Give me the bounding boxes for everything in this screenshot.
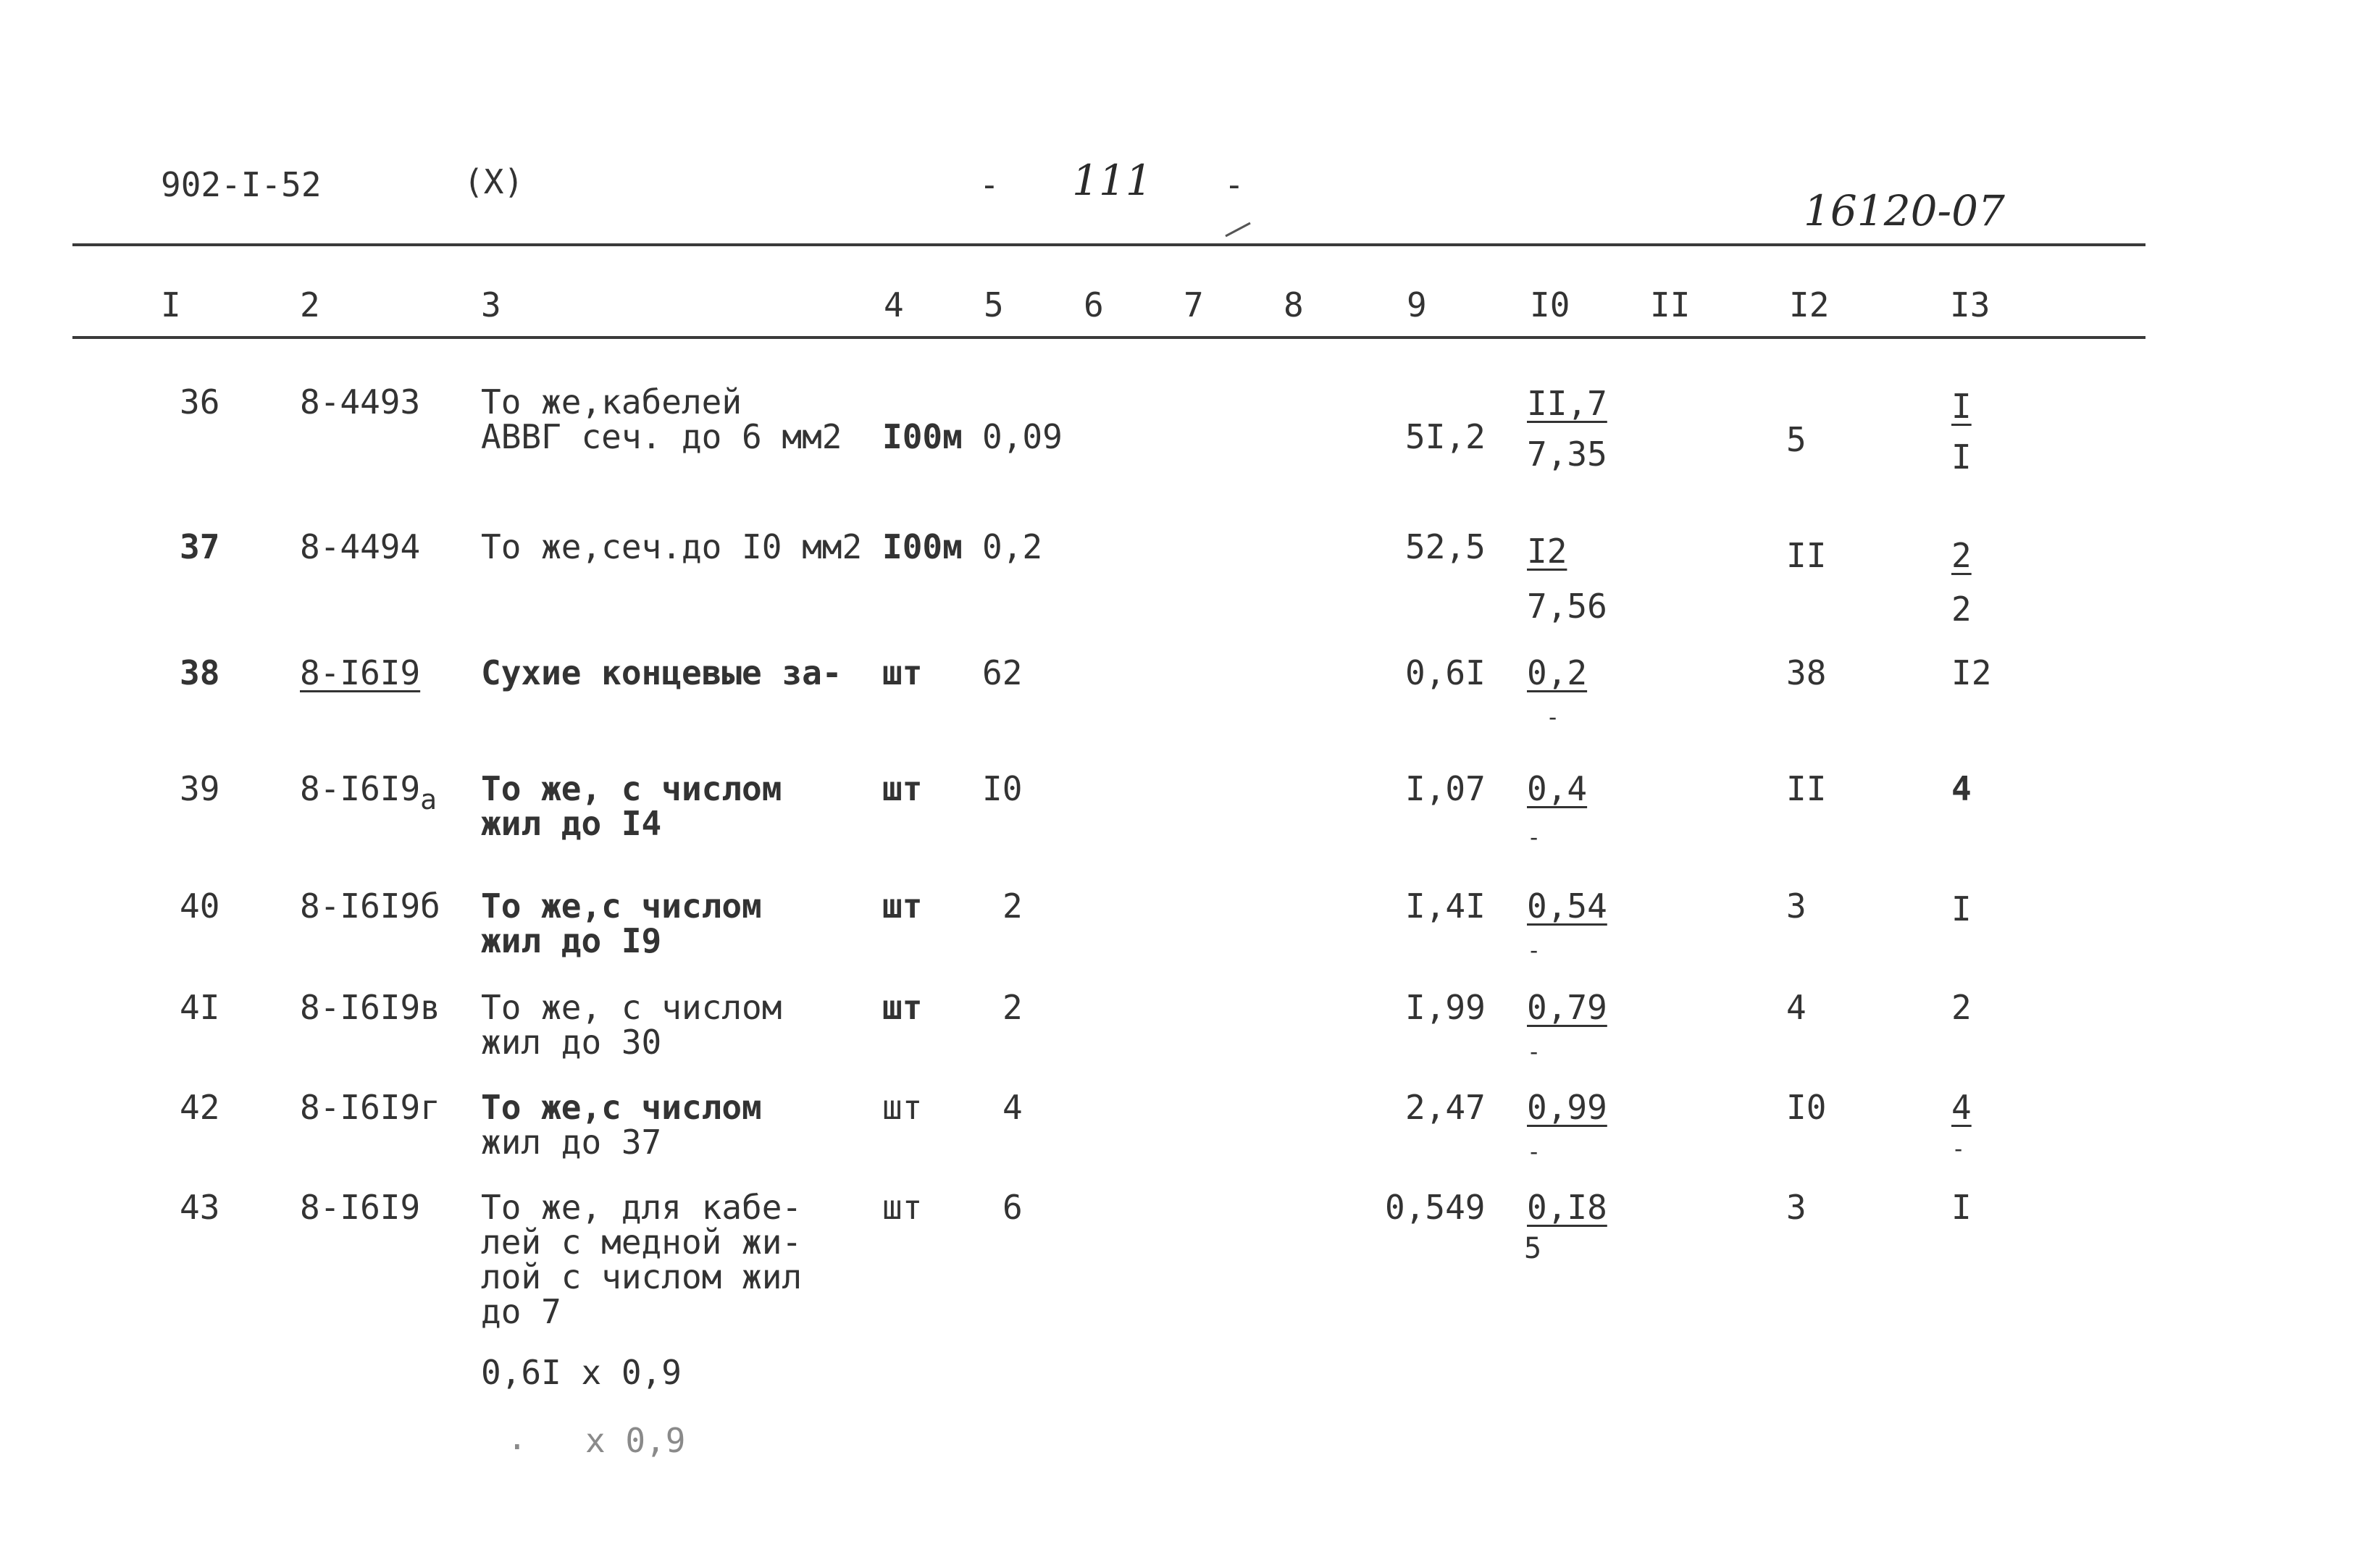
row-code-main: 8-I6I9 <box>300 769 421 808</box>
column-header-5: 5 <box>984 285 1004 324</box>
row-col9: 5I,2 <box>1405 417 1486 456</box>
row-code: 8-I6I9г <box>300 1088 440 1127</box>
document-code: 902-I-52 <box>161 165 322 204</box>
row-col10-bottom: - <box>1546 703 1560 731</box>
row-col13-bottom: 2 <box>1951 590 1972 629</box>
row-number: 38 <box>180 653 220 692</box>
note-line-1: 0,6I x 0,9 <box>481 1353 682 1392</box>
row-col12: 3 <box>1786 886 1807 926</box>
row-name-line: жил до 30 <box>481 1023 662 1062</box>
column-header-1: I <box>161 285 181 324</box>
row-code: 8-I6I9б <box>300 886 440 926</box>
row-col12: I0 <box>1786 1088 1827 1127</box>
column-header-2: 2 <box>300 285 320 324</box>
column-header-11: II <box>1650 285 1691 324</box>
row-col13-top: 4 <box>1951 1088 1972 1127</box>
header-top-rule <box>72 243 2145 246</box>
row-number: 37 <box>180 527 220 566</box>
row-name-line: То же, для кабе- <box>481 1188 803 1227</box>
row-code: 8-4494 <box>300 527 421 566</box>
row-name-line: лей с медной жи- <box>481 1223 803 1262</box>
row-col12: II <box>1786 536 1827 575</box>
row-code: 8-I6I9 <box>300 1188 421 1227</box>
row-col12: 5 <box>1786 420 1807 459</box>
row-code: 8-I6I9 <box>300 653 421 692</box>
row-unit: шт <box>882 769 923 808</box>
row-col10-bottom: 5 <box>1524 1232 1542 1265</box>
note-line-2: x 0,9 <box>585 1421 686 1460</box>
row-col10-top: 0,I8 <box>1527 1188 1607 1227</box>
page-dash-right: - <box>1224 165 1244 204</box>
row-col13-top: 2 <box>1951 536 1972 575</box>
row-number: 39 <box>180 769 220 808</box>
row-name-line: жил до I9 <box>481 921 662 960</box>
row-name-line: То же,кабелей <box>481 382 742 422</box>
row-quantity: 4 <box>1002 1088 1023 1127</box>
page-dash-left: - <box>979 165 1000 204</box>
row-col10-top: 0,54 <box>1527 886 1607 926</box>
row-col9: I,4I <box>1405 886 1486 926</box>
row-quantity: I0 <box>982 769 1023 808</box>
row-quantity: 6 <box>1002 1188 1023 1227</box>
row-col13-bottom: - <box>1951 1135 1966 1162</box>
row-col12: 4 <box>1786 988 1807 1027</box>
row-name-line: жил до I4 <box>481 804 662 843</box>
row-unit: I00м <box>882 417 963 456</box>
row-col9: 52,5 <box>1405 527 1486 566</box>
row-col10-bottom: - <box>1527 823 1541 851</box>
page-number: 111 <box>1072 156 1152 205</box>
row-name-line: То же,сеч.до I0 мм2 <box>481 527 863 566</box>
row-col9: 2,47 <box>1405 1088 1486 1127</box>
row-col13-top: I <box>1951 1188 1972 1227</box>
row-quantity: 0,09 <box>982 417 1063 456</box>
row-unit: шт <box>882 653 923 692</box>
row-col10-top: I2 <box>1527 532 1567 571</box>
column-header-4: 4 <box>884 285 904 324</box>
row-col13-top: 2 <box>1951 988 1972 1027</box>
document-mark: (X) <box>464 162 524 201</box>
row-code: 8-I6I9в <box>300 988 440 1027</box>
row-name-line: То же, с числом <box>481 988 782 1027</box>
row-number: 40 <box>180 886 220 926</box>
column-header-13: I3 <box>1950 285 1990 324</box>
row-number: 36 <box>180 382 220 422</box>
note-line-2-dot: . <box>507 1418 527 1457</box>
row-col13-top: I <box>1951 387 1972 426</box>
row-code-suffix: а <box>420 784 438 816</box>
row-name-line: То же,с числом <box>481 1088 762 1127</box>
row-col9: 0,549 <box>1385 1188 1486 1227</box>
row-col10-top: 0,99 <box>1527 1088 1607 1127</box>
column-header-7: 7 <box>1184 285 1204 324</box>
row-col10-top: 0,2 <box>1527 653 1588 692</box>
row-name-line: То же,с числом <box>481 886 762 926</box>
row-col12: 38 <box>1786 653 1827 692</box>
row-name-line: То же, с числом <box>481 769 782 808</box>
column-header-8: 8 <box>1284 285 1304 324</box>
row-col9: 0,6I <box>1405 653 1486 692</box>
column-header-6: 6 <box>1084 285 1104 324</box>
row-col10-top: II,7 <box>1527 384 1607 423</box>
row-col9: I,99 <box>1405 988 1486 1027</box>
row-col9: I,07 <box>1405 769 1486 808</box>
row-name-line: до 7 <box>481 1292 561 1331</box>
row-col10-bottom: - <box>1527 1138 1541 1165</box>
row-name-line: Сухие концевые за- <box>481 653 842 692</box>
row-col10-top: 0,79 <box>1527 988 1607 1027</box>
row-name-line: АВВГ сеч. до 6 мм2 <box>481 417 842 456</box>
row-col13-bottom: I <box>1951 437 1972 477</box>
row-unit: шт <box>882 988 923 1027</box>
row-quantity: 2 <box>1002 988 1023 1027</box>
column-header-10: I0 <box>1530 285 1570 324</box>
column-header-12: I2 <box>1789 285 1830 324</box>
pen-tick-mark <box>1224 220 1253 239</box>
row-quantity: 0,2 <box>982 527 1043 566</box>
row-unit: шт <box>882 886 923 926</box>
row-col10-bottom: - <box>1527 1038 1541 1065</box>
row-col13-top: 4 <box>1951 769 1972 808</box>
row-unit: шт <box>882 1188 923 1227</box>
row-code: 8-4493 <box>300 382 421 422</box>
header-bottom-rule <box>72 336 2145 339</box>
column-header-3: 3 <box>481 285 501 324</box>
row-number: 43 <box>180 1188 220 1227</box>
row-col13-top: I2 <box>1951 653 1992 692</box>
row-quantity: 62 <box>982 653 1023 692</box>
row-col13-top: I <box>1951 889 1972 928</box>
row-quantity: 2 <box>1002 886 1023 926</box>
row-col10-top: 0,4 <box>1527 769 1588 808</box>
row-name-line: лой с числом жил <box>481 1257 803 1296</box>
column-header-9: 9 <box>1407 285 1427 324</box>
row-name-line: жил до 37 <box>481 1123 662 1162</box>
row-code <box>300 769 438 816</box>
row-col12: II <box>1786 769 1827 808</box>
row-col10-bottom: - <box>1527 936 1541 964</box>
archive-number: 16120-07 <box>1804 186 2005 235</box>
row-number: 4I <box>180 988 220 1027</box>
row-col10-bottom: 7,56 <box>1527 587 1607 626</box>
row-number: 42 <box>180 1088 220 1127</box>
row-col12: 3 <box>1786 1188 1807 1227</box>
row-unit: I00м <box>882 527 963 566</box>
row-col10-bottom: 7,35 <box>1527 435 1607 474</box>
row-unit: шт <box>882 1088 923 1127</box>
